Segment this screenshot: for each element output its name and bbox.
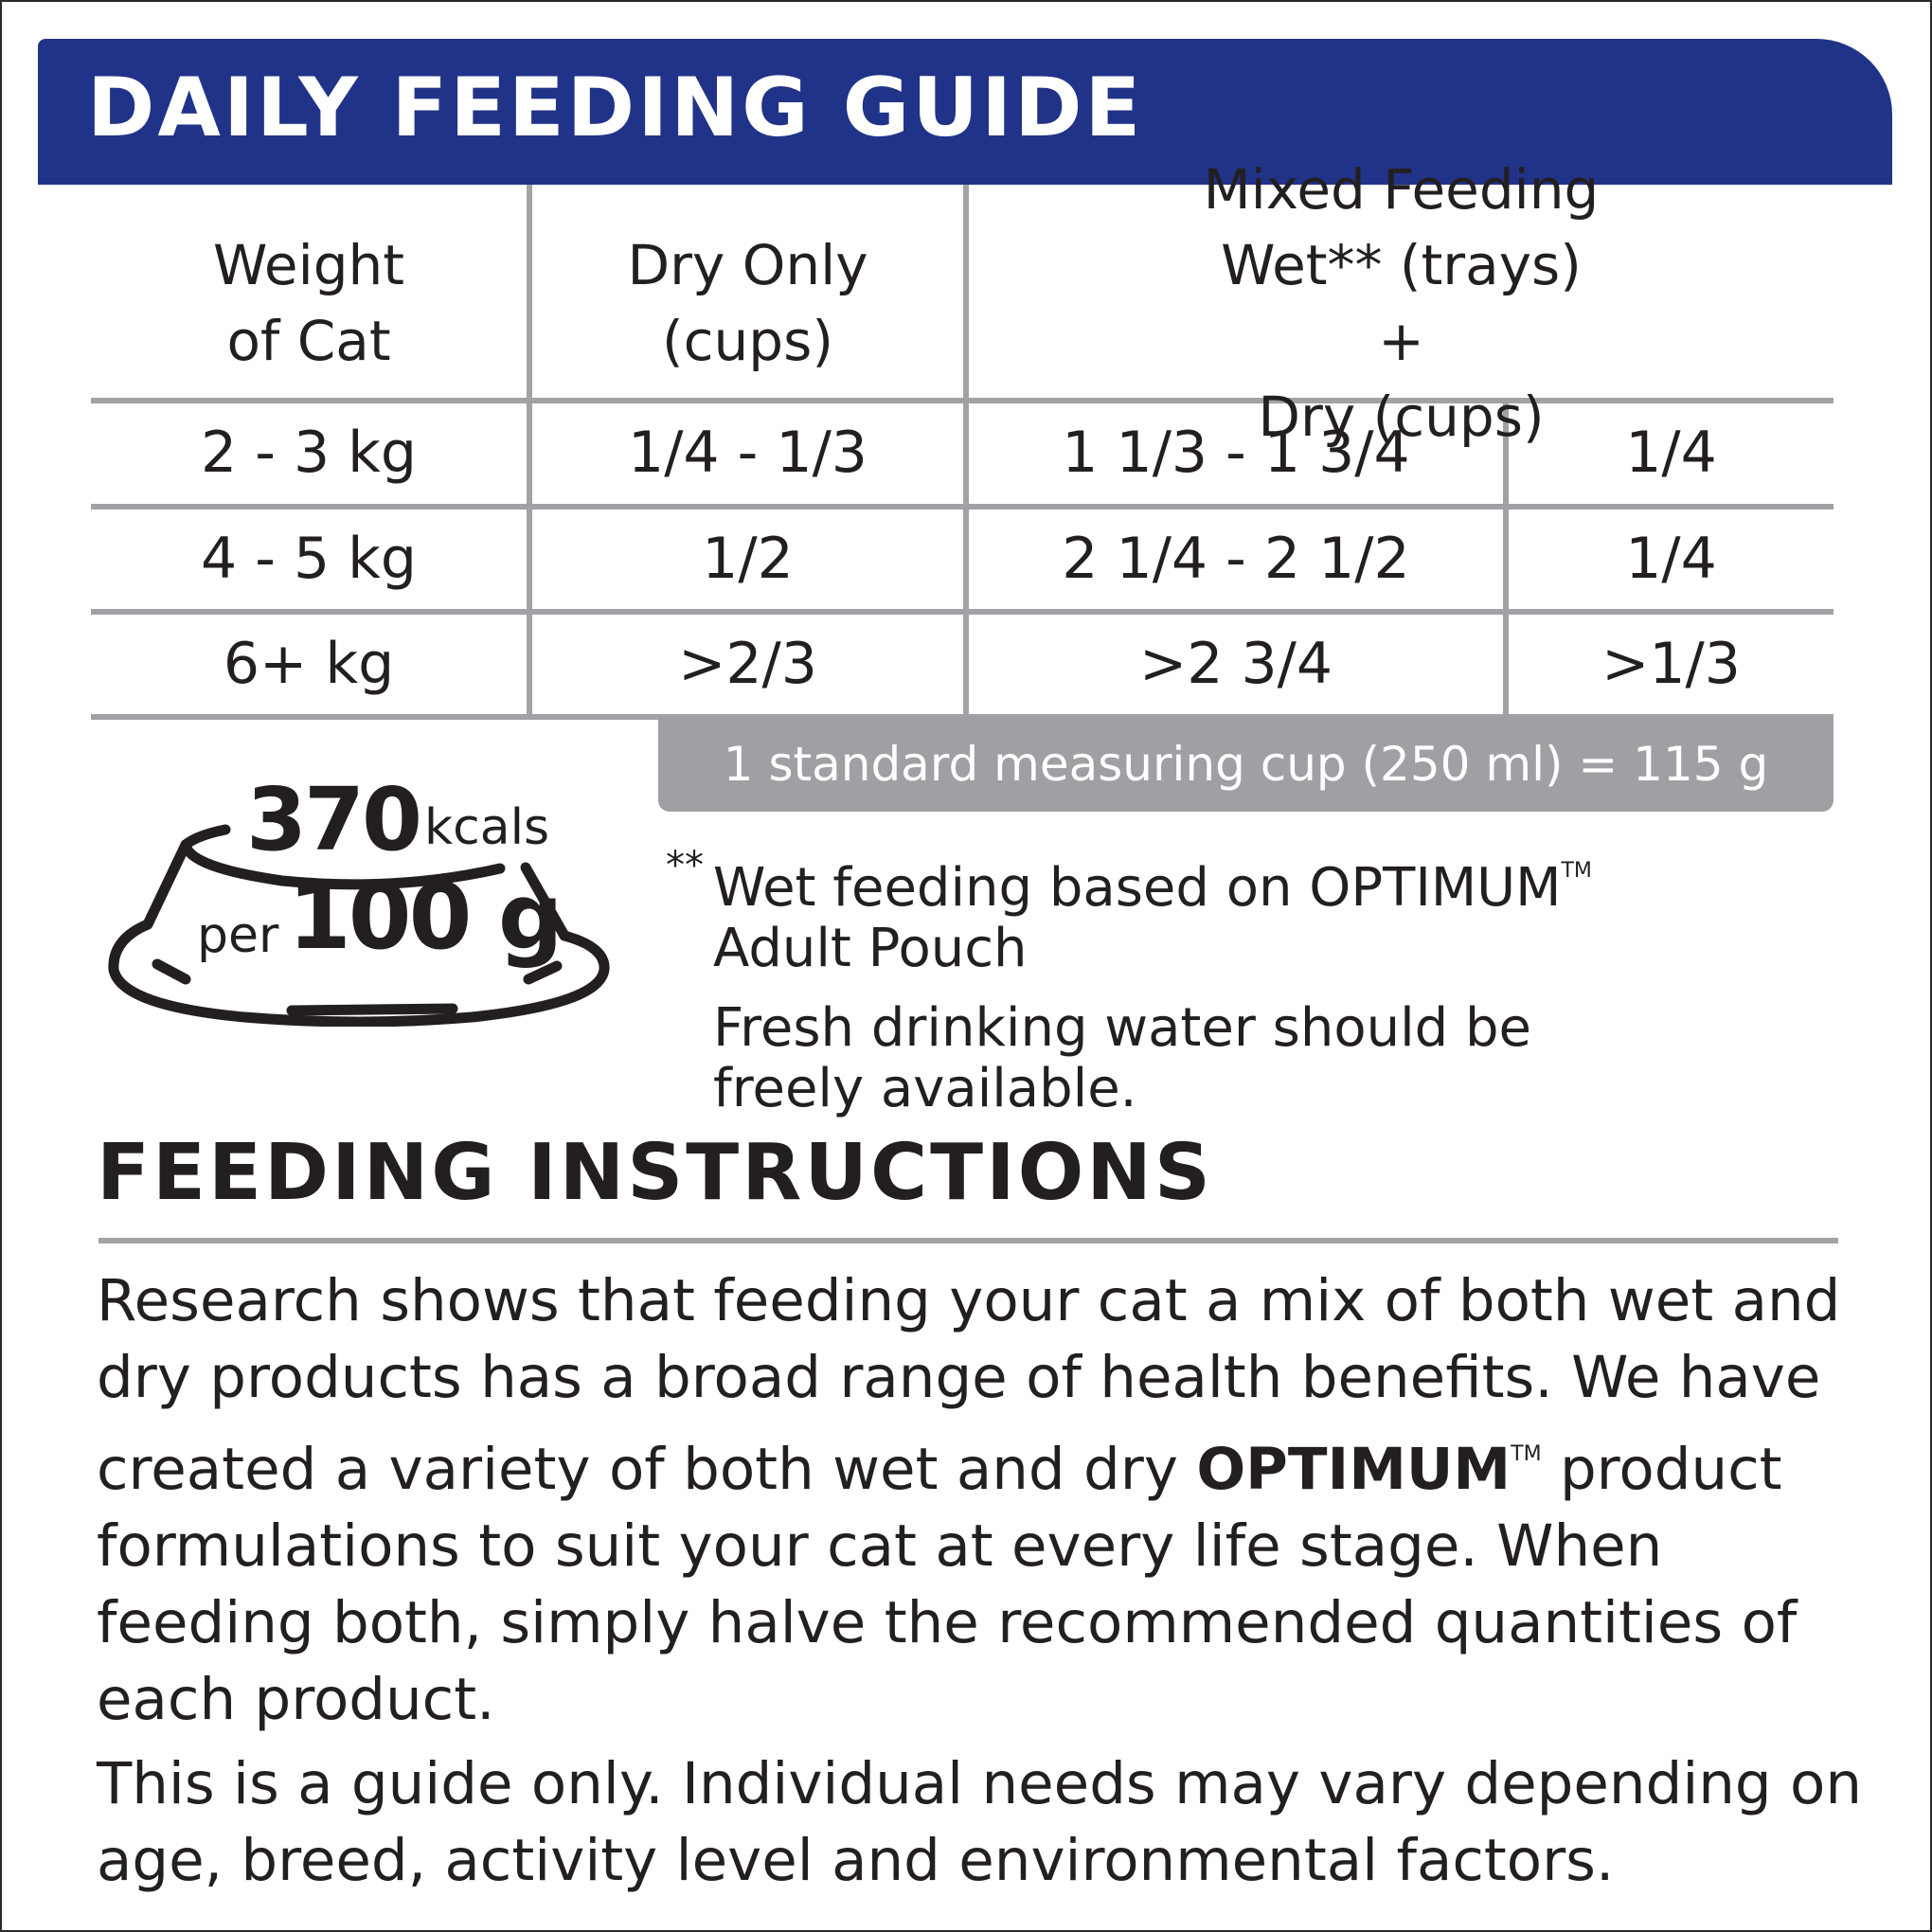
- header-line: Dry Only: [627, 233, 868, 297]
- energy-value: 370: [246, 769, 420, 870]
- feeding-instructions-title: FEEDING INSTRUCTIONS: [97, 1128, 1213, 1218]
- energy-per-amount: 100 g: [288, 864, 561, 970]
- table-cell-mixed-wet: 1 1/3 - 1 3/4: [1062, 420, 1410, 487]
- wet-feeding-note: [666, 841, 1831, 979]
- paragraph-text: This is a guide only. Individual needs may vary depending on age, breed, activity level and environmental factors.: [97, 1750, 1863, 1894]
- trademark: TM: [1511, 1442, 1542, 1466]
- column-header-mixed-feeding: [969, 157, 1834, 449]
- page-title: DAILY FEEDING GUIDE: [87, 61, 1144, 155]
- wet-note-text: Wet feeding based on OPTIMUM: [713, 857, 1562, 919]
- footnote-marker: **: [666, 844, 704, 887]
- table-cell-mixed-dry: 1/4: [1625, 420, 1717, 487]
- plus-sign: +: [1378, 309, 1424, 373]
- brand-name: OPTIMUM: [1196, 1436, 1512, 1503]
- subheader-dry: Dry (cups): [1258, 385, 1545, 449]
- header-line: (cups): [662, 309, 833, 373]
- paragraph-text: Research shows that feeding your cat a mix of both wet and dry products has a broad range of health benefits. We have created a variety of both wet and dry: [97, 1267, 1841, 1503]
- column-header-weight: [91, 223, 527, 384]
- table-cell-weight: 2 - 3 kg: [200, 420, 418, 487]
- section-divider: [98, 1238, 1838, 1243]
- instructions-paragraph-2: [97, 1745, 1877, 1899]
- trademark: TM: [1561, 859, 1592, 883]
- header-line: Mixed Feeding: [1203, 157, 1600, 222]
- table-cell-weight: 6+ kg: [223, 630, 395, 697]
- paragraph-text: product formulations to suit your cat at every life stage. When feeding both, simply halve the recommended quantities of each product.: [97, 1436, 1798, 1733]
- cup-conversion-text: 1 standard measuring cup (250 ml) = 115 g: [723, 737, 1769, 792]
- table-cell-weight: 4 - 5 kg: [200, 525, 418, 592]
- table-cell-dry-only: 1/4 - 1/3: [628, 420, 868, 487]
- feeding-notes: [666, 841, 1831, 1119]
- instructions-paragraph-1: [97, 1262, 1877, 1738]
- energy-badge: [102, 769, 618, 1027]
- table-cell-mixed-wet: 2 1/4 - 2 1/2: [1062, 525, 1410, 592]
- header-line: of Cat: [226, 309, 391, 373]
- table-cell-dry-only: >2/3: [678, 630, 817, 697]
- column-header-dry-only: [532, 223, 963, 384]
- energy-unit: kcals: [424, 799, 550, 856]
- subheader-wet: Wet** (trays): [1221, 233, 1582, 297]
- table-cell-mixed-dry: 1/4: [1625, 525, 1717, 592]
- daily-feeding-guide-header: [38, 39, 1892, 185]
- table-cell-mixed-dry: >1/3: [1601, 630, 1741, 697]
- wet-note-text-2: Adult Pouch: [713, 918, 1028, 979]
- header-line: Weight: [212, 233, 405, 297]
- water-note: Fresh drinking water should be freely available.: [713, 997, 1531, 1119]
- energy-per-label: per: [197, 907, 279, 964]
- table-cell-dry-only: 1/2: [702, 525, 794, 592]
- cup-conversion-note: [658, 717, 1834, 812]
- table-cell-mixed-wet: >2 3/4: [1138, 630, 1333, 697]
